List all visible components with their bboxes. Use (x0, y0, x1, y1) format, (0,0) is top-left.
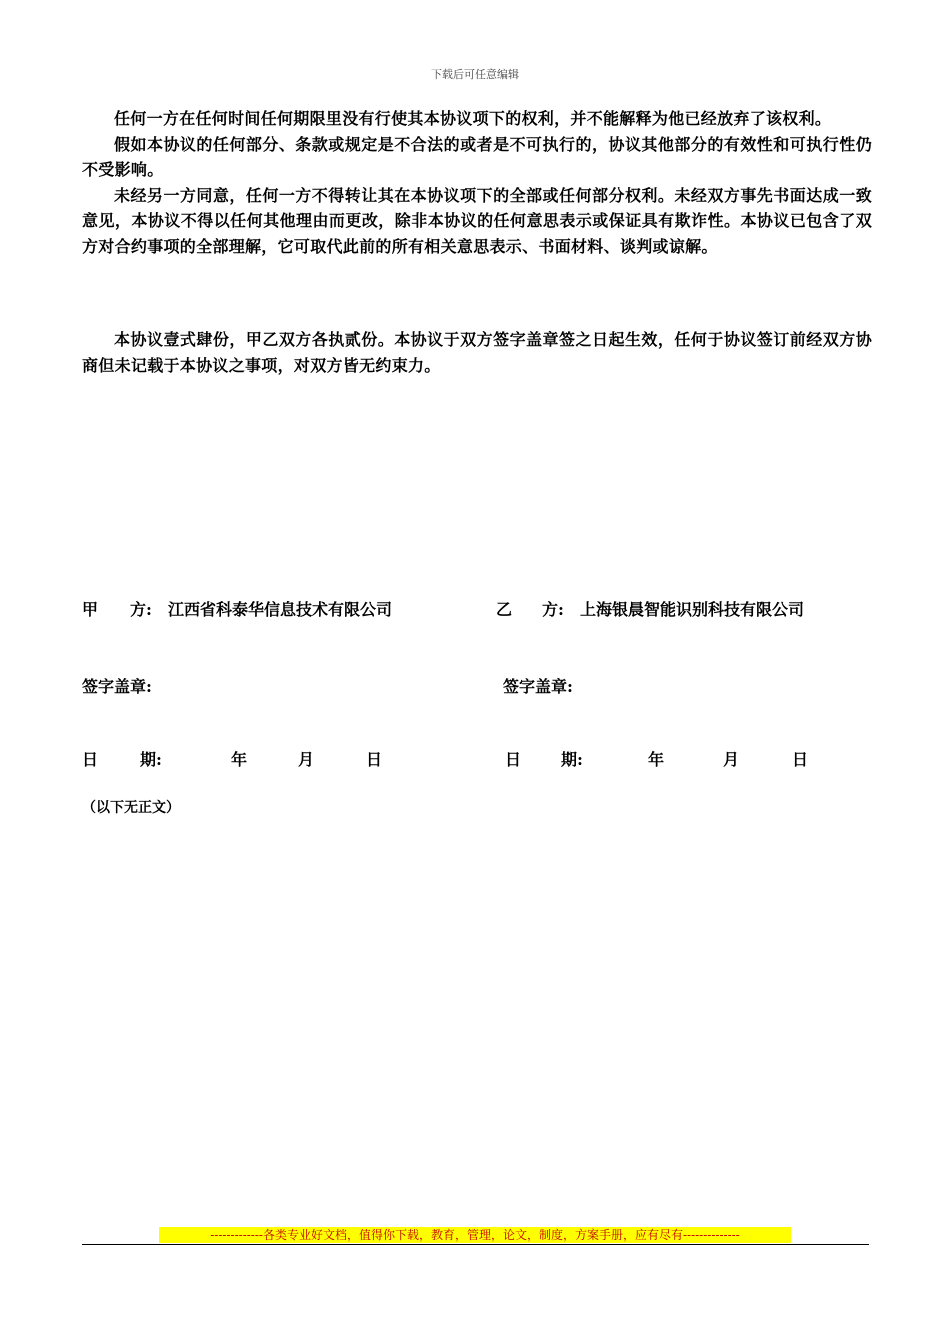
party-a-year: 年 (231, 750, 248, 769)
party-a-name: 江西省科泰华信息技术有限公司 (168, 600, 393, 619)
footer-divider (82, 1244, 869, 1245)
effectiveness-clause (82, 327, 872, 378)
party-a-month: 月 (298, 750, 315, 769)
end-of-text-note: （以下无正文） (82, 800, 180, 816)
party-b-date-label-suffix: 期: (561, 750, 583, 769)
party-b-label-suffix: 方: (542, 600, 564, 619)
party-b-name: 上海银晨智能识别科技有限公司 (580, 600, 805, 619)
clause-paragraph: 任何一方在任何时间任何期限里没有行使其本协议项下的权利，并不能解释为他已经放弃了该权利。 (114, 109, 832, 128)
party-b-month: 月 (723, 750, 740, 769)
clause-paragraph: 本协议壹式肆份，甲乙双方各执贰份。本协议于双方签字盖章签之日起生效，任何于协议签订前经双方协商但未记载于本协议之事项，对双方皆无约束力。 (82, 330, 872, 375)
party-a-date-label: 日 (82, 750, 99, 769)
clause-paragraph: 未经另一方同意，任何一方不得转让其在本协议项下的全部或任何部分权利。未经双方事先书面达成一致意见，本协议不得以任何其他理由而更改，除非本协议的任何意思表示或保证具有欺诈性。本协议已包含了双方对合约事项的全部理解，它可取代此前的所有相关意思表示、书面材料、谈判或谅解。 (82, 185, 872, 256)
party-b-year: 年 (648, 750, 665, 769)
date-row (82, 747, 872, 771)
party-a-signature-label: 签字盖章: (82, 677, 152, 696)
footer-banner: -------------各类专业好文档，值得你下载，教育，管理，论文，制度，方案手册，应有尽有-------------- (159, 1227, 791, 1243)
party-b-signature-label: 签字盖章: (503, 677, 573, 696)
party-a-day: 日 (366, 750, 383, 769)
party-names-row (82, 597, 872, 621)
clause-paragraph: 假如本协议的任何部分、条款或规定是不合法的或者是不可执行的，协议其他部分的有效性和可执行性仍不受影响。 (82, 134, 872, 179)
signature-row (82, 674, 872, 698)
header-note: 下载后可任意编辑 (431, 68, 519, 81)
agreement-clauses (82, 106, 872, 259)
party-a-date-label-suffix: 期: (140, 750, 162, 769)
party-a-label: 甲 (82, 600, 99, 619)
party-b-label: 乙 (496, 600, 513, 619)
party-b-day: 日 (792, 750, 809, 769)
party-a-label-suffix: 方: (130, 600, 152, 619)
party-b-date-label: 日 (505, 750, 522, 769)
